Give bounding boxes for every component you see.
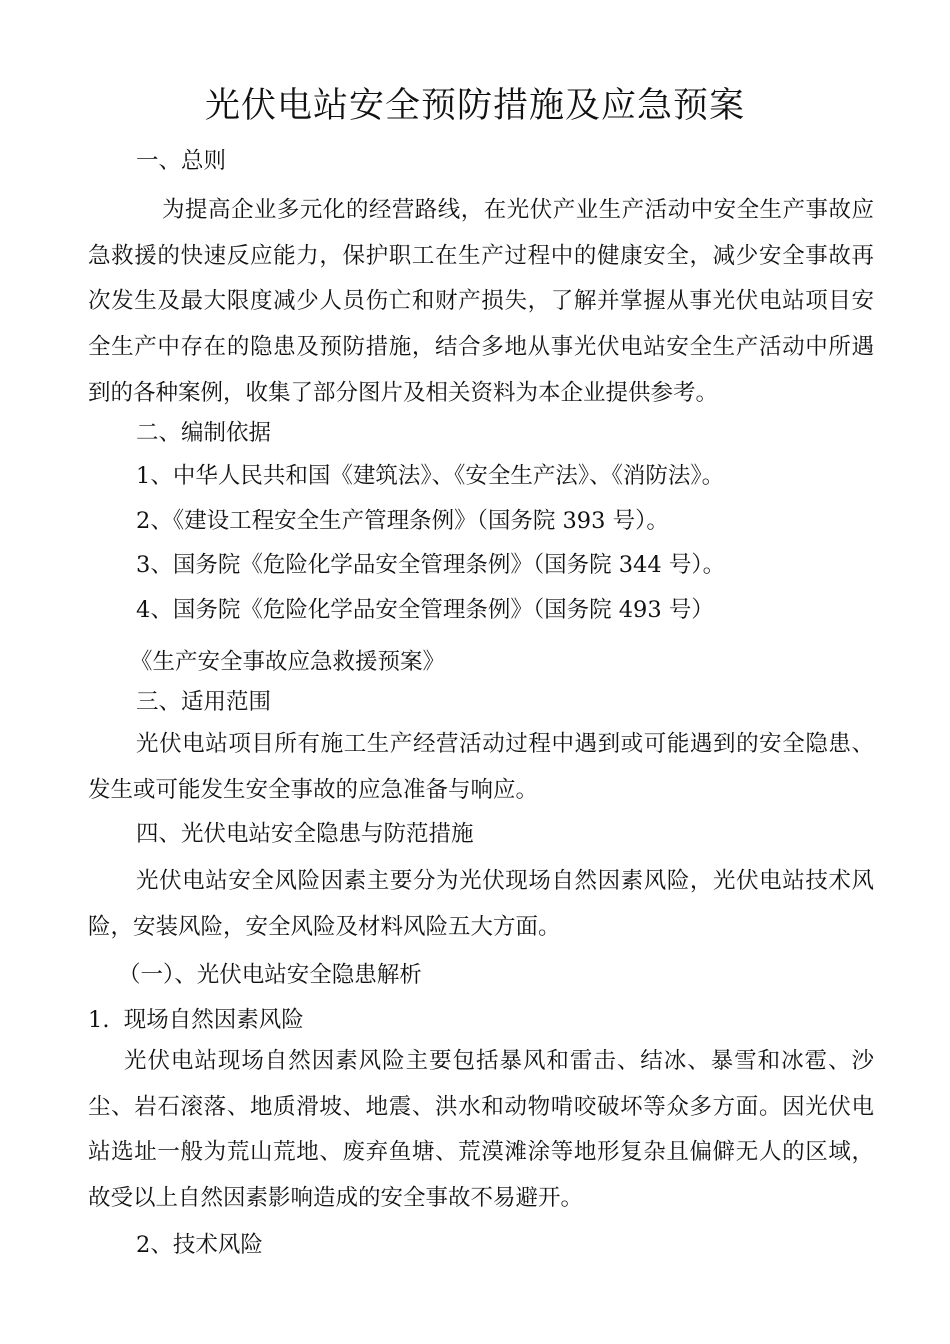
document-title: 光伏电站安全预防措施及应急预案 [204,86,745,126]
basis-item: 2、《建设工程安全生产管理条例》（国务院 393 号）。 [136,508,669,534]
scope-paragraph: 光伏电站项目所有施工生产经营活动过程中遇到或可能遇到的安全隐患、发生或可能发生安全事故的应急准备与响应。 [88,731,874,803]
basis-item: 3、国务院《危险化学品安全管理条例》（国务院 344 号）。 [136,552,726,578]
basis-item: 1、中华人民共和国《建筑法》、《安全生产法》、《消防法》。 [136,463,725,489]
basis-extra-item: 《生产安全事故应急救援预案》 [130,649,446,675]
section-heading-scope: 三、适用范围 [136,689,272,715]
section-heading-hazards: 四、光伏电站安全隐患与防范措施 [136,821,474,847]
subsection-heading-technical: 2、技术风险 [136,1232,263,1258]
subsection-heading-analysis: （一）、光伏电站安全隐患解析 [118,962,422,988]
general-paragraph: 为提高企业多元化的经营路线，在光伏产业生产活动中安全生产事故应急救援的快速反应能力，保护职工在生产过程中的健康安全，减少安全事故再次发生及最大限度减少人员伤亡和财产损失，了解并掌握从事光伏电站项目安全生产中存在的隐患及预防措施，结合多地从事光伏电站安全生产活动中所遇到的各种案例，收集了部分图片及相关资料为本企业提供参考。 [88,197,874,406]
natural-risk-paragraph: 光伏电站现场自然因素风险主要包括暴风和雷击、结冰、暴雪和冰雹、沙尘、岩石滚落、地质滑坡、地震、洪水和动物啃咬破坏等众多方面。因光伏电站选址一般为荒山荒地、废弃鱼塘、荒漠滩涂等地形复杂且偏僻无人的区域，故受以上自然因素影响造成的安全事故不易避开。 [88,1048,874,1212]
subsection-heading-natural: 1. 现场自然因素风险 [88,1007,304,1033]
basis-item: 4、国务院《危险化学品安全管理条例》（国务院 493 号） [136,597,714,623]
section-heading-general: 一、总则 [136,148,227,174]
section-heading-basis: 二、编制依据 [136,420,272,446]
hazard-paragraph: 光伏电站安全风险因素主要分为光伏现场自然因素风险，光伏电站技术风险，安装风险，安全风险及材料风险五大方面。 [88,868,874,940]
